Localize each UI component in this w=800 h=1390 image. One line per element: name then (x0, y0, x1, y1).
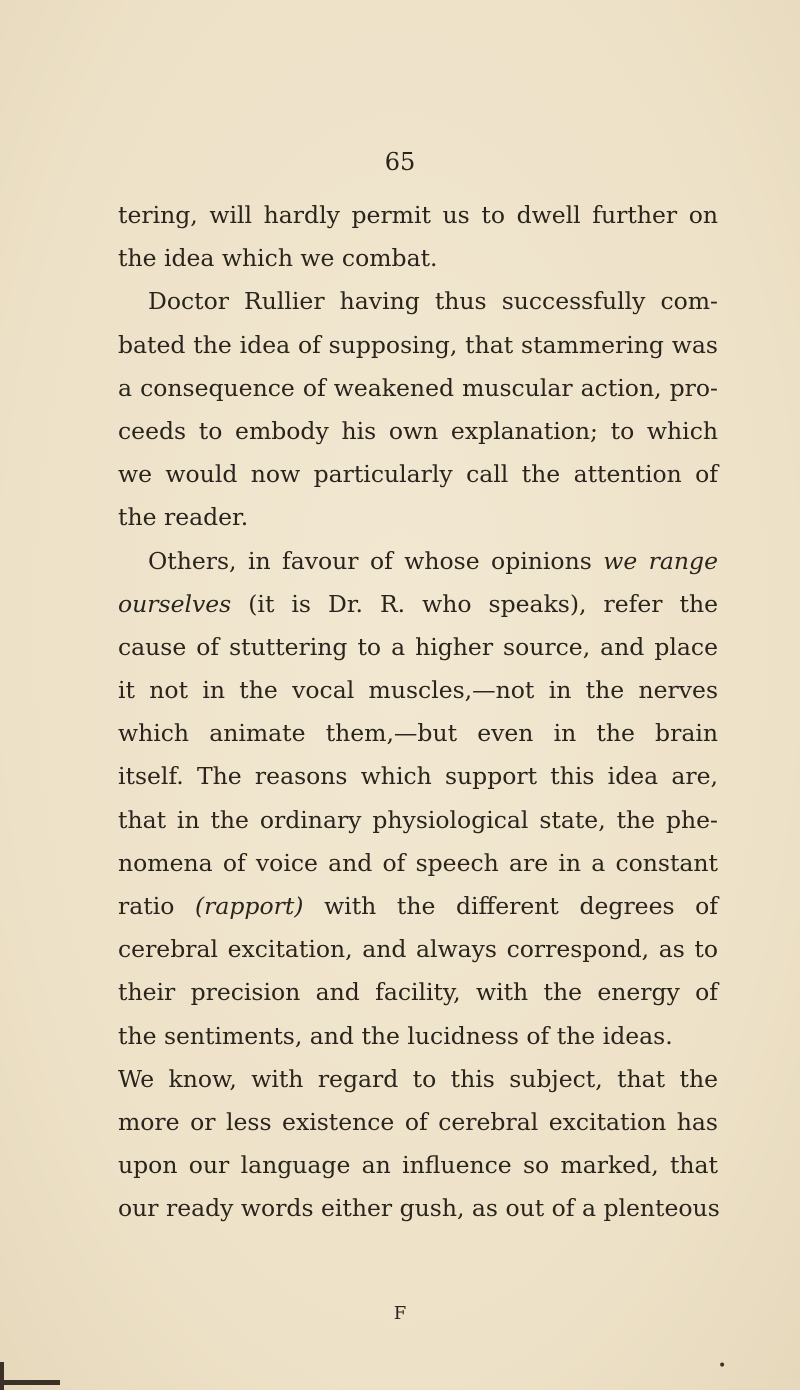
page-number: 65 (384, 148, 416, 176)
text-line (118, 324, 718, 367)
text-line (118, 1058, 718, 1101)
scan-edge-bar (0, 1380, 60, 1385)
text-span: the idea which we combat. (118, 244, 438, 273)
text-span: a consequence of weakened muscular action, pro- (118, 373, 718, 402)
stray-mark: • (718, 1358, 727, 1374)
text-line (118, 367, 718, 410)
text-span: the sentiments, and the lucidness of the ideas. (118, 1021, 673, 1050)
text-span: itself. The reasons which support this idea are, (118, 762, 718, 791)
text-span: the reader. (118, 503, 249, 532)
text-span: cause of stuttering to a higher source, and place (118, 632, 718, 661)
text-line (118, 669, 718, 712)
text-span: cerebral excitation, and always correspond, as to (118, 935, 718, 964)
text-line (118, 453, 718, 496)
text-line (118, 971, 718, 1014)
text-line (118, 1144, 718, 1187)
text-line (118, 928, 718, 971)
text-span: Doctor Rullier having thus successfully com- (148, 287, 718, 316)
text-span: We know, with regard to this subject, that the (118, 1064, 718, 1093)
text-span: ratio (118, 892, 195, 920)
text-span: tering, will hardly permit us to dwell further on (118, 201, 718, 229)
text-span: ceeds to embody his own explanation; to which (118, 416, 718, 445)
text-span: which animate them,—but even in the brain (118, 719, 718, 748)
text-span: more or less existence of cerebral excitation has (118, 1107, 718, 1136)
text-line (118, 194, 718, 237)
italic-text: we range (603, 546, 718, 575)
text-span: Others, in favour of whose opinions (148, 546, 604, 575)
text-line (118, 1187, 718, 1230)
text-span: their precision and facility, with the energy of (118, 978, 718, 1007)
text-line (118, 885, 718, 928)
text-line (118, 712, 718, 755)
text-line (118, 755, 718, 798)
text-line (118, 842, 718, 885)
text-span: it not in the vocal muscles,—not in the nerves (118, 676, 718, 705)
italic-text: ourselves (118, 589, 232, 618)
scan-edge-mark (0, 1362, 4, 1390)
text-line (118, 540, 718, 583)
text-span: nomena of voice and of speech are in a constant (118, 848, 718, 877)
text-line (118, 583, 718, 626)
text-line (118, 280, 718, 323)
text-line (118, 237, 718, 280)
text-span: (it is Dr. R. who speaks), refer the (231, 589, 718, 618)
text-line (118, 626, 718, 669)
text-span: that in the ordinary physiological state, the phe- (118, 805, 718, 834)
text-span: bated the idea of supposing, that stammering was (118, 330, 718, 359)
text-line (118, 496, 718, 539)
italic-text: (rapport) (194, 892, 304, 920)
text-span: our ready words either gush, as out of a plenteous (118, 1194, 720, 1223)
text-span: upon our language an influence so marked, that (118, 1151, 718, 1180)
text-line (118, 1015, 718, 1058)
text-span: with the different degrees of (303, 892, 719, 920)
text-line (118, 799, 718, 842)
text-line (118, 410, 718, 453)
signature-mark: F (393, 1303, 407, 1324)
body-text (118, 194, 718, 1231)
text-span: we would now particularly call the attention of (118, 460, 718, 489)
text-line (118, 1101, 718, 1144)
